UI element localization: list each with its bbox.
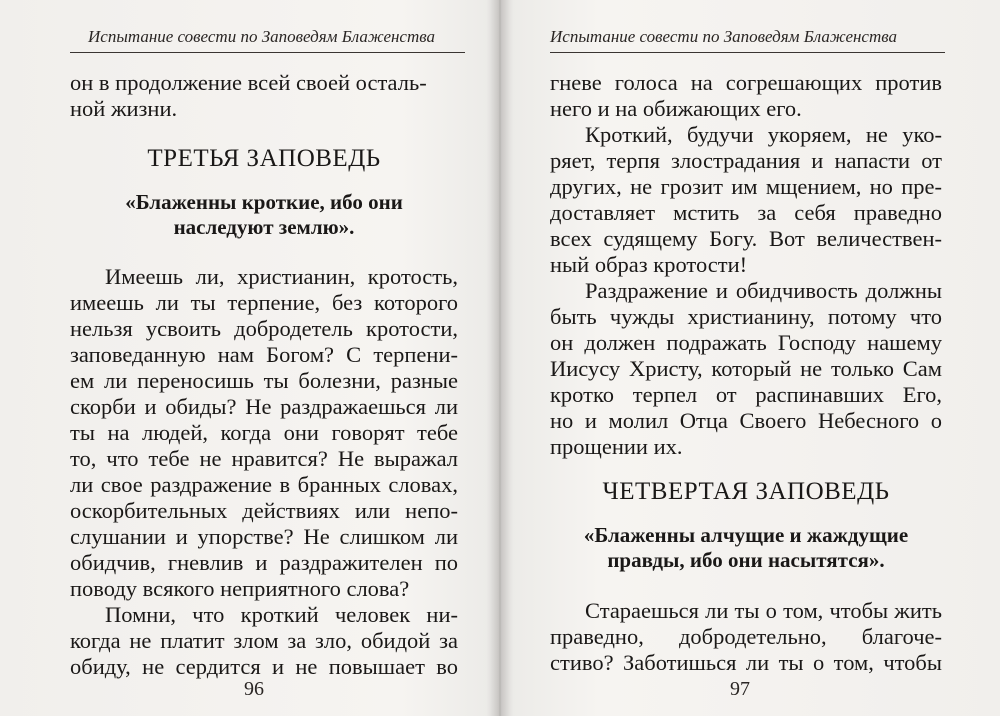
text-line: ты на людей, когда они говорят тебе <box>70 420 458 445</box>
beatitude-quote-line: наследуют землю». <box>173 215 355 239</box>
beatitude-quote-line: «Блаженны алчущие и жаждущие <box>583 523 909 547</box>
beatitude-quote-line: «Блаженны кроткие, ибо они <box>125 190 403 214</box>
text-line: обиду, не сердится и не повышает во <box>70 654 458 679</box>
text-line: ной жизни. <box>70 96 178 121</box>
text-line: заповеданную нам Богом? С терпени- <box>70 342 458 367</box>
text-line: имеешь ли ты терпение, без которого <box>70 290 458 315</box>
text-line: кротко терпел от распинавших Его, <box>550 382 942 407</box>
text-line: когда не платит злом за зло, обидой за <box>70 628 458 653</box>
header-rule <box>70 52 465 53</box>
text-line: Имеешь ли, христианин, кротость, <box>105 264 458 289</box>
text-line: но и молил Отца Своего Небесного о <box>550 408 942 433</box>
text-line: то, что тебе не нравится? Не выражал <box>70 446 458 471</box>
text-line: гневе голоса на согрешающих против <box>550 70 942 95</box>
text-line: Раздражение и обидчивость должны <box>585 278 942 303</box>
running-head: Испытание совести по Заповедям Блаженства <box>88 27 436 46</box>
text-line: Помни, что кроткий человек ни- <box>105 602 458 627</box>
text-line: ем ли переносишь ты болезни, разные <box>70 368 458 393</box>
text-line: оскорбительных действиях или непо- <box>70 498 458 523</box>
text-line: доставляет мстить за себя праведно <box>550 200 942 225</box>
text-line: других, не грозит им мщением, но пре- <box>550 174 942 199</box>
text-line: нельзя усвоить добродетель кротости, <box>70 316 458 341</box>
right-page <box>500 0 1000 716</box>
text-line: ли свое раздражение в бранных словах, <box>70 472 458 497</box>
section-heading: ТРЕТЬЯ ЗАПОВЕДЬ <box>147 145 381 172</box>
text-line: Иисусу Христу, который не только Сам <box>550 356 942 381</box>
text-line: него и на обижающих его. <box>550 96 802 121</box>
text-line: ный образ кротости! <box>550 252 748 277</box>
text-line: прощении их. <box>550 434 683 459</box>
text-line: он должен подражать Господу нашему <box>550 330 942 355</box>
text-line: он в продолжение всей своей осталь- <box>70 70 427 95</box>
text-line: быть чужды христианину, потому что <box>550 304 942 329</box>
text-line: Стараешься ли ты о том, чтобы жить <box>585 598 942 623</box>
text-line: всех судящему Богу. Вот величествен- <box>550 226 942 251</box>
page-number: 96 <box>244 678 264 700</box>
text-line: ряет, терпя злострадания и напасти от <box>550 148 942 173</box>
text-line: слушании и упорстве? Не слишком ли <box>70 524 458 549</box>
text-line: стиво? Заботишься ли ты о том, чтобы <box>550 650 942 675</box>
text-line: обидчив, гневлив и раздражителен по <box>70 550 458 575</box>
text-line: поводу всякого неприятного слова? <box>70 576 410 601</box>
text-line: Кроткий, будучи укоряем, не уко- <box>585 122 942 147</box>
running-head: Испытание совести по Заповедям Блаженства <box>550 27 898 46</box>
page-number: 97 <box>730 678 750 700</box>
beatitude-quote-line: правды, ибо они насытятся». <box>607 548 885 572</box>
header-rule <box>550 52 945 53</box>
section-heading: ЧЕТВЕРТАЯ ЗАПОВЕДЬ <box>602 478 890 505</box>
text-line: праведно, добродетельно, благоче- <box>550 624 942 649</box>
text-line: скорби и обиды? Не раздражаешься ли <box>70 394 458 419</box>
